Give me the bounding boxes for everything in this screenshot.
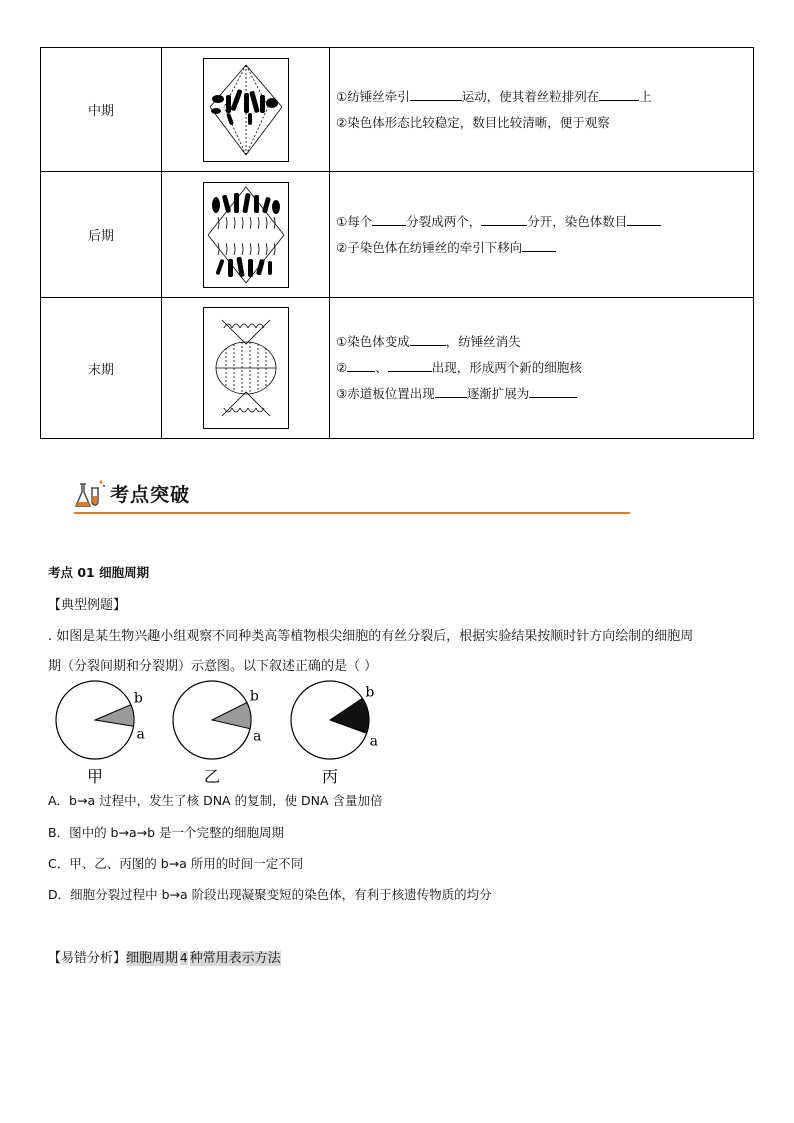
desc-text: ③赤道板位置出现 — [336, 386, 435, 401]
phase-name-cell — [41, 48, 162, 172]
phase-name: 中期 — [87, 104, 114, 119]
division-phase-wedge — [95, 705, 134, 727]
telophase-figure-cell — [162, 298, 330, 439]
question-text-line-1: . 如图是某生物兴趣小组观察不同种类高等植物根尖细胞的有丝分裂后，根据实验结果按顺时针方向绘制的细胞周 — [48, 629, 694, 644]
fill-blank — [522, 237, 556, 252]
error-analysis — [48, 947, 281, 966]
desc-text: ①纺锤丝牵引 — [336, 88, 410, 104]
example-heading: 【典型例题】 — [48, 598, 127, 613]
section-header — [74, 478, 634, 518]
desc-line — [336, 329, 753, 355]
error-analysis-link-part1[interactable]: 细胞周期 — [126, 951, 179, 966]
phase-name: 末期 — [87, 362, 114, 378]
anaphase-cell-drawing — [204, 183, 288, 287]
figure-name-label: 丙 — [321, 767, 339, 786]
phase-name-cell — [41, 298, 162, 439]
topic-label: 考点 01 细胞周期 — [48, 565, 150, 580]
metaphase-description — [330, 48, 754, 172]
fill-blank — [347, 357, 375, 372]
error-analysis-prefix: 【易错分析】 — [48, 951, 127, 966]
telophase-cell-drawing — [204, 308, 288, 428]
point-label-b: b — [133, 690, 143, 707]
fill-blank — [388, 357, 432, 372]
metaphase-figure-cell — [162, 48, 330, 172]
option-c[interactable]: C．甲、乙、丙图的 b→a 所用的时间一定不同 — [48, 856, 304, 871]
desc-text: ②染色体形态比较稳定，数目比较清晰，便于观察 — [336, 114, 610, 130]
desc-line — [336, 84, 753, 110]
option-b[interactable]: B．图中的 b→a→b 是一个完整的细胞周期 — [48, 825, 284, 840]
telophase-description — [330, 298, 754, 439]
desc-text: ，纺锤丝消失 — [445, 334, 521, 349]
desc-line — [336, 381, 753, 407]
anaphase-figure — [203, 182, 289, 288]
desc-text: 分裂成两个， — [406, 213, 482, 229]
point-label-a: a — [136, 726, 145, 743]
section-divider — [74, 512, 630, 514]
metaphase-figure — [203, 58, 289, 162]
division-phase-wedge — [212, 703, 251, 729]
metaphase-cell-drawing — [204, 59, 288, 161]
table-row-anaphase — [41, 172, 754, 298]
option-d[interactable]: D．细胞分裂过程中 b→a 阶段出现凝聚变短的染色体，有利于核遗传物质的均分 — [48, 887, 492, 902]
pie-figure — [291, 681, 378, 786]
point-label-b: b — [365, 684, 375, 701]
lab-flask-icon — [74, 478, 108, 512]
table-row-metaphase — [41, 48, 754, 172]
point-label-a: a — [369, 733, 378, 750]
desc-text: ①染色体变成 — [336, 334, 410, 349]
desc-text: 分开，染色体数目 — [527, 213, 628, 229]
anaphase-figure-cell — [162, 172, 330, 298]
figure-name-label: 乙 — [203, 767, 221, 786]
fill-blank — [481, 211, 527, 226]
option-a[interactable]: A．b→a 过程中，发生了核 DNA 的复制，使 DNA 含量加倍 — [48, 793, 383, 808]
fill-blank — [435, 383, 467, 398]
error-analysis-link-num[interactable]: 4 — [180, 951, 188, 965]
error-analysis-link-part2[interactable]: 种常用表示方法 — [189, 951, 281, 966]
desc-line — [336, 110, 753, 136]
fill-blank — [410, 86, 462, 101]
point-label-a: a — [253, 728, 262, 745]
pie-figure — [56, 681, 145, 786]
desc-text: ②子染色体在纺锤丝的牵引下移向 — [336, 239, 523, 255]
desc-line — [336, 209, 753, 235]
phase-name-cell — [41, 172, 162, 298]
division-phase-wedge — [330, 698, 369, 733]
desc-text: 逐渐扩展为 — [466, 386, 530, 401]
mitosis-phase-table — [40, 47, 754, 439]
desc-line — [336, 235, 753, 261]
anaphase-description — [330, 172, 754, 298]
fill-blank — [627, 211, 661, 226]
phase-name: 后期 — [87, 229, 114, 244]
fill-blank — [599, 86, 639, 101]
desc-text: ①每个 — [336, 213, 373, 229]
fill-blank — [529, 383, 577, 398]
desc-text: 上 — [639, 88, 652, 104]
fill-blank — [410, 331, 446, 346]
desc-text: 出现，形成两个新的细胞核 — [431, 360, 582, 375]
point-label-b: b — [249, 688, 259, 705]
pie-figure — [173, 681, 261, 786]
question-text-line-2: 期（分裂间期和分裂期）示意图。以下叙述正确的是（ ） — [48, 659, 378, 674]
cell-cycle-pie-figures — [48, 680, 388, 788]
desc-text: 、 — [375, 360, 388, 375]
desc-text: ② — [336, 360, 348, 375]
desc-text: 运动，使其着丝粒排列在 — [461, 88, 600, 104]
section-title: 考点突破 — [110, 484, 191, 506]
fill-blank — [372, 211, 406, 226]
table-row-telophase — [41, 298, 754, 439]
desc-line — [336, 355, 753, 381]
figure-name-label: 甲 — [86, 767, 104, 786]
telophase-figure — [203, 307, 289, 429]
